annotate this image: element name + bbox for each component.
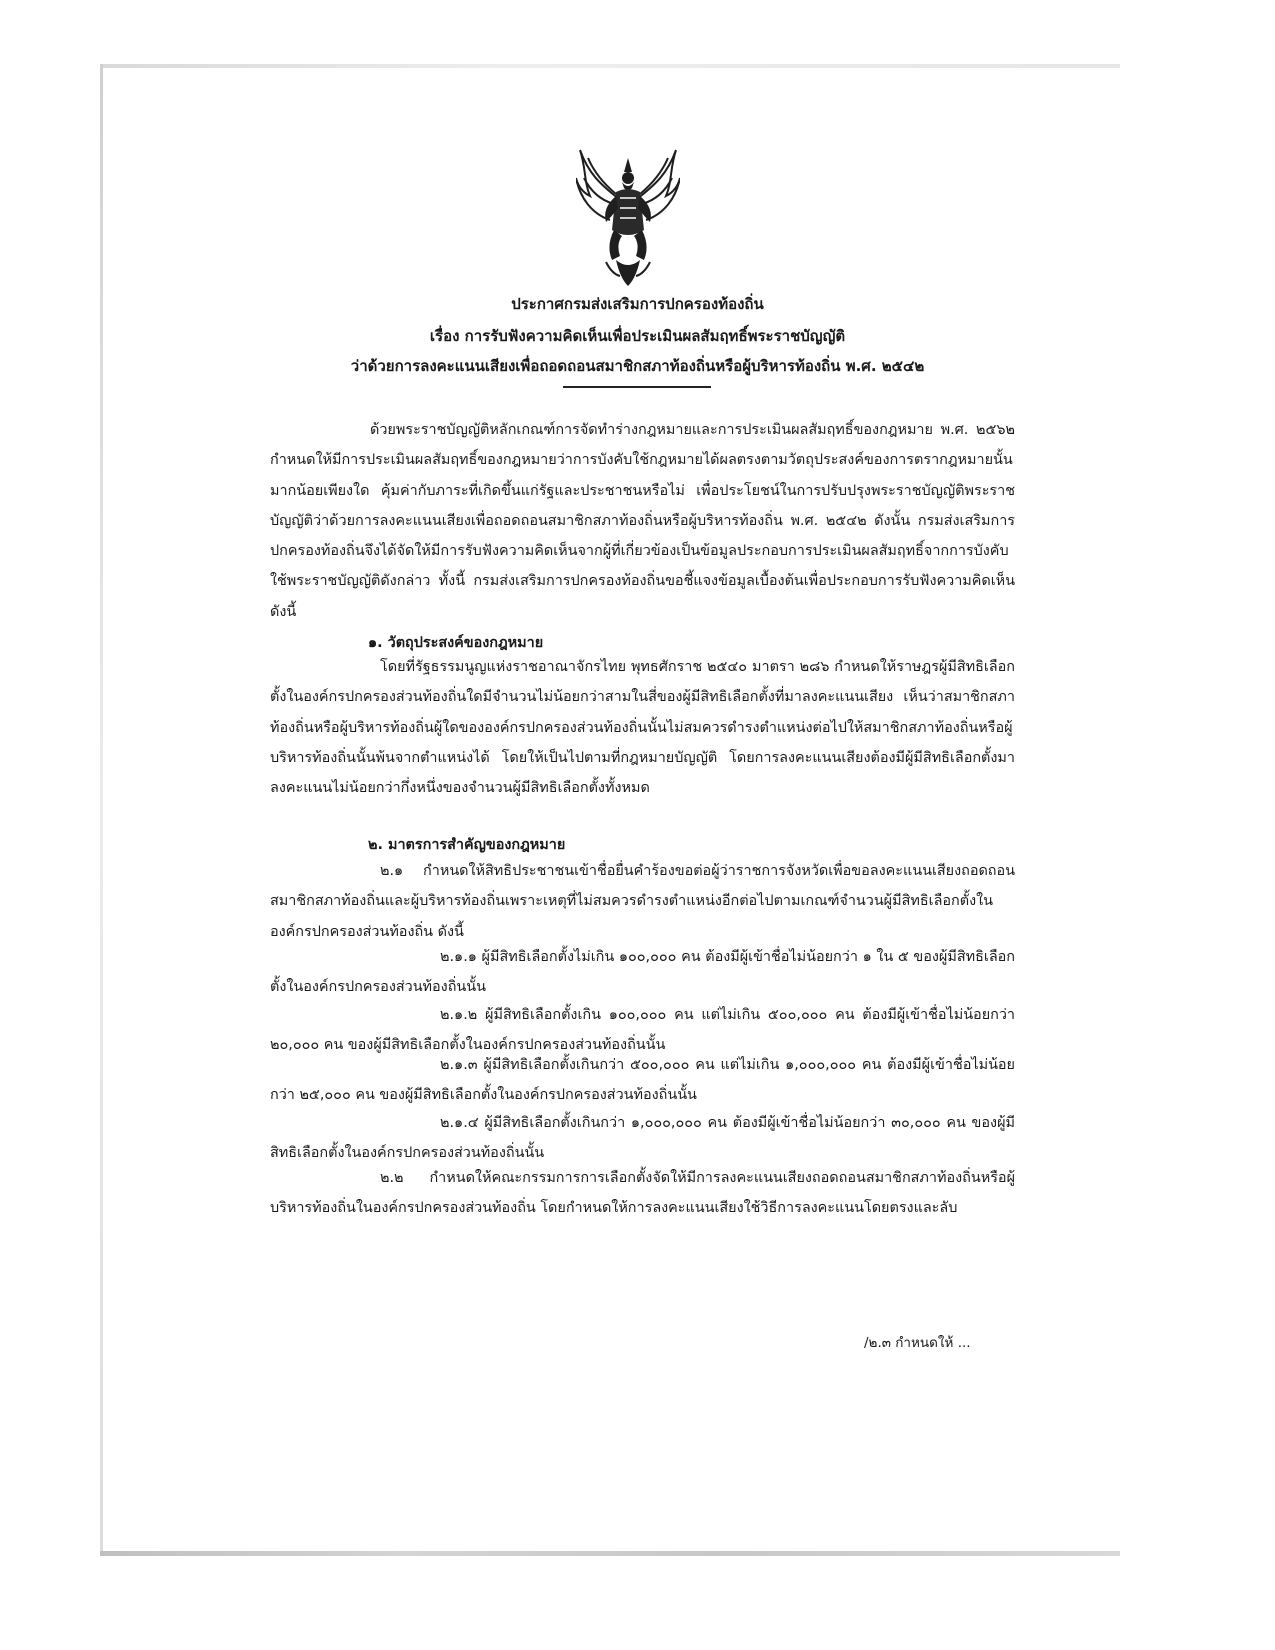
clause-2-2: ๒.๒ กำหนดให้คณะกรรมการการเลือกตั้งจัดให้มีการลงคะแนนเสียงถอดถอนสมาชิกสภาท้องถิ่นหรือผู้บริหารท้องถิ่นในองค์กรปกครองส่วนท้องถิ่น โดยกำหนดให้การลงคะแนนเสียงใช้วิธีการลงคะแนนโดยตรงและลับ [270, 1170, 1015, 1217]
clause-2-1-4: ๒.๑.๔ ผู้มีสิทธิเลือกตั้งเกินกว่า ๑,๐๐๐,๐๐๐ คน ต้องมีผู้เข้าชื่อไม่น้อยกว่า ๓๐,๐๐๐ คน ของผู้มีสิทธิเลือกตั้งในองค์กรปกครองส่วนท้องถิ่นนั้น [270, 1115, 1015, 1162]
scan-border-bottom [100, 1551, 1120, 1556]
garuda-emblem-icon [576, 138, 680, 288]
page-continuation-note: /๒.๓ กำหนดให้ ... [864, 1335, 971, 1351]
clause-2-1-3: ๒.๑.๓ ผู้มีสิทธิเลือกตั้งเกินกว่า ๕๐๐,๐๐๐ คน แต่ไม่เกิน ๑,๐๐๐,๐๐๐ คน ต้องมีผู้เข้าชื่อไม่น้อยกว่า ๒๕,๐๐๐ คน ของผู้มีสิทธิเลือกตั้งในองค์กรปกครองส่วนท้องถิ่นนั้น [270, 1057, 1015, 1104]
section-2-title: ๒. มาตรการสำคัญของกฎหมาย [368, 837, 566, 853]
section-1-body: โดยที่รัฐธรรมนูญแห่งราชอาณาจักรไทย พุทธศักราช ๒๕๔๐ มาตรา ๒๘๖ กำหนดให้ราษฎรผู้มีสิทธิเลือกตั้งในองค์กรปกครองส่วนท้องถิ่นใดมีจำนวนไม่น้อยกว่าสามในสี่ของผู้มีสิทธิเลือกตั้งที่มาลงคะแนนเสียง เห็นว่าสมาชิกสภาท้องถิ่นหรือผู้บริหารท้องถิ่นผู้ใดขององค์กรปกครองส่วนท้องถิ่นนั้นไม่สมควรดำรงตำแหน่งต่อไปให้สมาชิกสภาท้องถิ่นหรือผู้บริหารท้องถิ่นนั้นพ้นจากตำแหน่งได้ โดยให้เป็นไปตามที่กฎหมายบัญญัติ โดยการลงคะแนนเสียงต้องมีผู้มีสิทธิเลือกตั้งมาลงคะแนนไม่น้อยกว่ากึ่งหนึ่งของจำนวนผู้มีสิทธิเลือกตั้งทั้งหมด [270, 659, 1015, 797]
clause-2-1-2: ๒.๑.๒ ผู้มีสิทธิเลือกตั้งเกิน ๑๐๐,๐๐๐ คน แต่ไม่เกิน ๕๐๐,๐๐๐ คน ต้องมีผู้เข้าชื่อไม่น้อยกว่า ๒๐,๐๐๐ คน ของผู้มีสิทธิเลือกตั้งในองค์กรปกครองส่วนท้องถิ่นนั้น [270, 1007, 1015, 1054]
issuer-heading: ประกาศกรมส่งเสริมการปกครองท้องถิ่น [511, 295, 764, 313]
section-1-title: ๑. วัตถุประสงค์ของกฎหมาย [368, 635, 544, 651]
subject-heading-continued: ว่าด้วยการลงคะแนนเสียงเพื่อถอดถอนสมาชิกสภาท้องถิ่นหรือผู้บริหารท้องถิ่น พ.ศ. ๒๕๔๒ [350, 357, 925, 375]
subject-heading: เรื่อง การรับฟังความคิดเห็นเพื่อประเมินผลสัมฤทธิ์พระราชบัญญัติ [429, 327, 846, 345]
clause-2-1: ๒.๑ กำหนดให้สิทธิประชาชนเข้าชื่อยื่นคำร้องขอต่อผู้ว่าราชการจังหวัดเพื่อขอลงคะแนนเสียงถอดถอนสมาชิกสภาท้องถิ่นและผู้บริหารท้องถิ่นเพราะเหตุที่ไม่สมควรดำรงตำแหน่งอีกต่อไปตามเกณฑ์จำนวนผู้มีสิทธิเลือกตั้งในองค์กรปกครองส่วนท้องถิ่น ดังนี้ [270, 863, 1015, 940]
scan-border-top [100, 64, 1120, 68]
intro-paragraph: ด้วยพระราชบัญญัติหลักเกณฑ์การจัดทำร่างกฎหมายและการประเมินผลสัมฤทธิ์ของกฎหมาย พ.ศ. ๒๕๖๒ กำหนดให้มีการประเมินผลสัมฤทธิ์ของกฎหมายว่าการบังคับใช้กฎหมายได้ผลตรงตามวัตถุประสงค์ของการตรากฎหมายนั้นมากน้อยเพียงใด คุ้มค่ากับภาระที่เกิดขึ้นแก่รัฐและประชาชนหรือไม่ เพื่อประโยชน์ในการปรับปรุงพระราชบัญญัติพระราชบัญญัติว่าด้วยการลงคะแนนเสียงเพื่อถอดถอนสมาชิกสภาท้องถิ่นหรือผู้บริหารท้องถิ่น พ.ศ. ๒๕๔๒ ดังนั้น กรมส่งเสริมการปกครองท้องถิ่นจึงได้จัดให้มีการรับฟังความคิดเห็นจากผู้ที่เกี่ยวข้องเป็นข้อมูลประกอบการประเมินผลสัมฤทธิ์จากการบังคับใช้พระราชบัญญัติดังกล่าว ทั้งนี้ กรมส่งเสริมการปกครองท้องถิ่นขอชี้แจงข้อมูลเบื้องต้นเพื่อประกอบการรับฟังความคิดเห็น ดังนี้ [270, 422, 1015, 620]
scan-border-left [100, 64, 103, 1554]
clause-2-1-1: ๒.๑.๑ ผู้มีสิทธิเลือกตั้งไม่เกิน ๑๐๐,๐๐๐ คน ต้องมีผู้เข้าชื่อไม่น้อยกว่า ๑ ใน ๕ ของผู้มีสิทธิเลือกตั้งในองค์กรปกครองส่วนท้องถิ่นนั้น [270, 949, 1015, 996]
heading-divider [563, 386, 711, 388]
